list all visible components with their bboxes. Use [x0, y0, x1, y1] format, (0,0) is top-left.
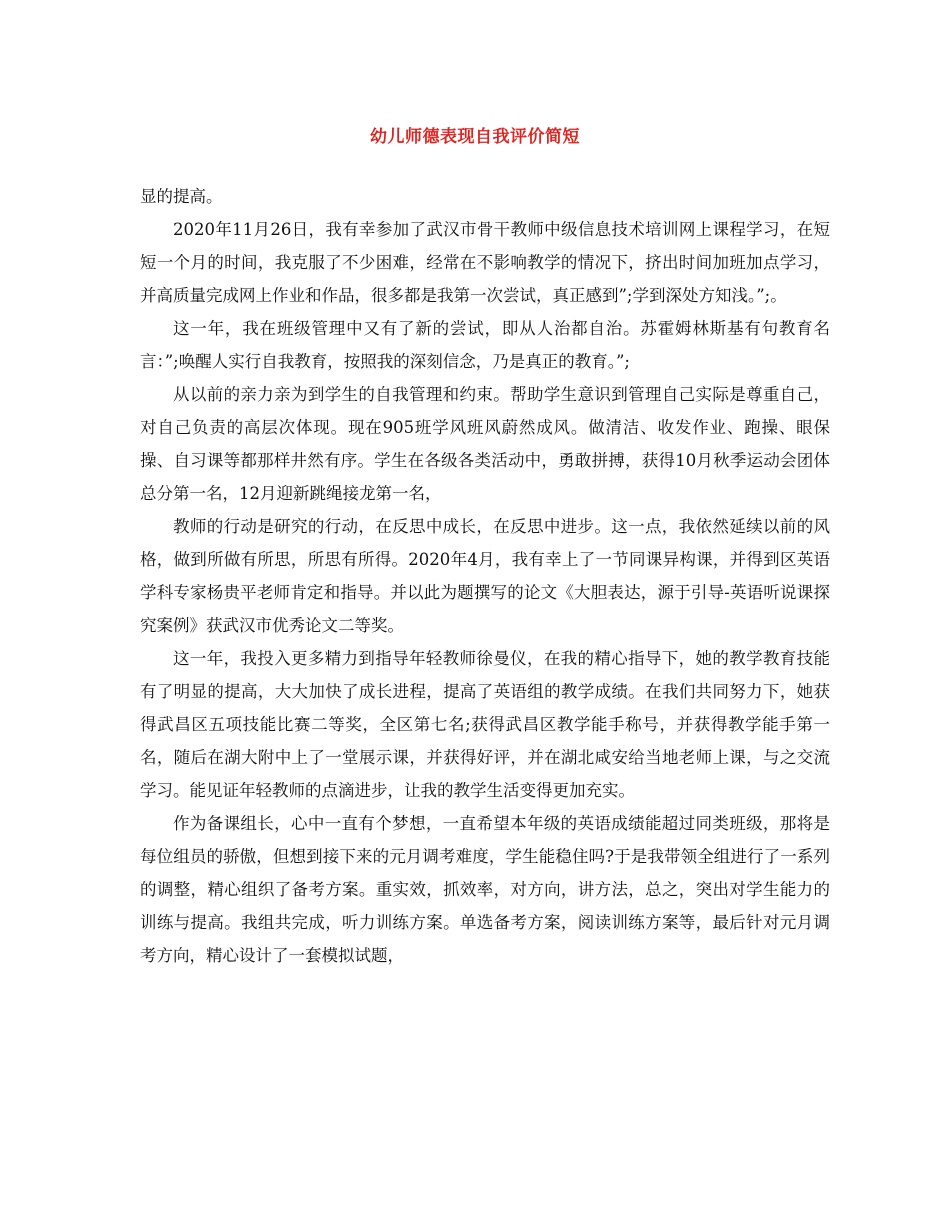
document-body	[140, 180, 830, 972]
paragraph: 这一年，我在班级管理中又有了新的尝试，即从人治都自治。苏霍姆林斯基有句教育名言：”;唤醒人实行自我教育，按照我的深刻信念，乃是真正的教育。”;	[140, 319, 830, 371]
paragraph: 显的提高。	[140, 187, 223, 206]
paragraph: 这一年，我投入更多精力到指导年轻教师徐曼仪，在我的精心指导下，她的教学教育技能有了明显的提高，大大加快了成长进程，提高了英语组的教学成绩。在我们共同努力下，她获得武昌区五项技能比赛二等奖，全区第七名;获得武昌区教学能手称号，并获得教学能手第一名，随后在湖大附中上了一堂展示课，并获得好评，并在湖北咸安给当地老师上课，与之交流学习。能见证年轻教师的点滴进步，让我的教学生活变得更加充实。	[140, 649, 830, 800]
paragraph: 2020年11月26日，我有幸参加了武汉市骨干教师中级信息技术培训网上课程学习，在短短一个月的时间，我克服了不少困难，经常在不影响教学的情况下，挤出时间加班加点学习，并高质量完成网上作业和作品，很多都是我第一次尝试，真正感到”;学到深处方知浅。”;。	[140, 220, 830, 305]
paragraph: 从以前的亲力亲为到学生的自我管理和约束。帮助学生意识到管理自己实际是尊重自己，对自己负责的高层次体现。现在905班学风班风蔚然成风。做清洁、收发作业、跑操、眼保操、自习课等都那样井然有序。学生在各级各类活动中，勇敢拼搏，获得10月秋季运动会团体总分第一名，12月迎新跳绳接龙第一名，	[140, 385, 830, 503]
paragraph: 作为备课组长，心中一直有个梦想，一直希望本年级的英语成绩能超过同类班级，那将是每位组员的骄傲，但想到接下来的元月调考难度，学生能稳住吗?于是我带领全组进行了一系列的调整，精心组织了备考方案。重实效，抓效率，对方向，讲方法，总之，突出对学生能力的训练与提高。我组共完成，听力训练方案。单选备考方案，阅读训练方案等，最后针对元月调考方向，精心设计了一套模拟试题，	[140, 814, 830, 965]
paragraph: 教师的行动是研究的行动，在反思中成长，在反思中进步。这一点，我依然延续以前的风格，做到所做有所思，所思有所得。2020年4月，我有幸上了一节同课异构课，并得到区英语学科专家杨贵平老师肯定和指导。并以此为题撰写的论文《大胆表达，源于引导-英语听说课探究案例》获武汉市优秀论文二等奖。	[140, 517, 830, 635]
document-title: 幼儿师德表现自我评价简短	[370, 127, 580, 147]
